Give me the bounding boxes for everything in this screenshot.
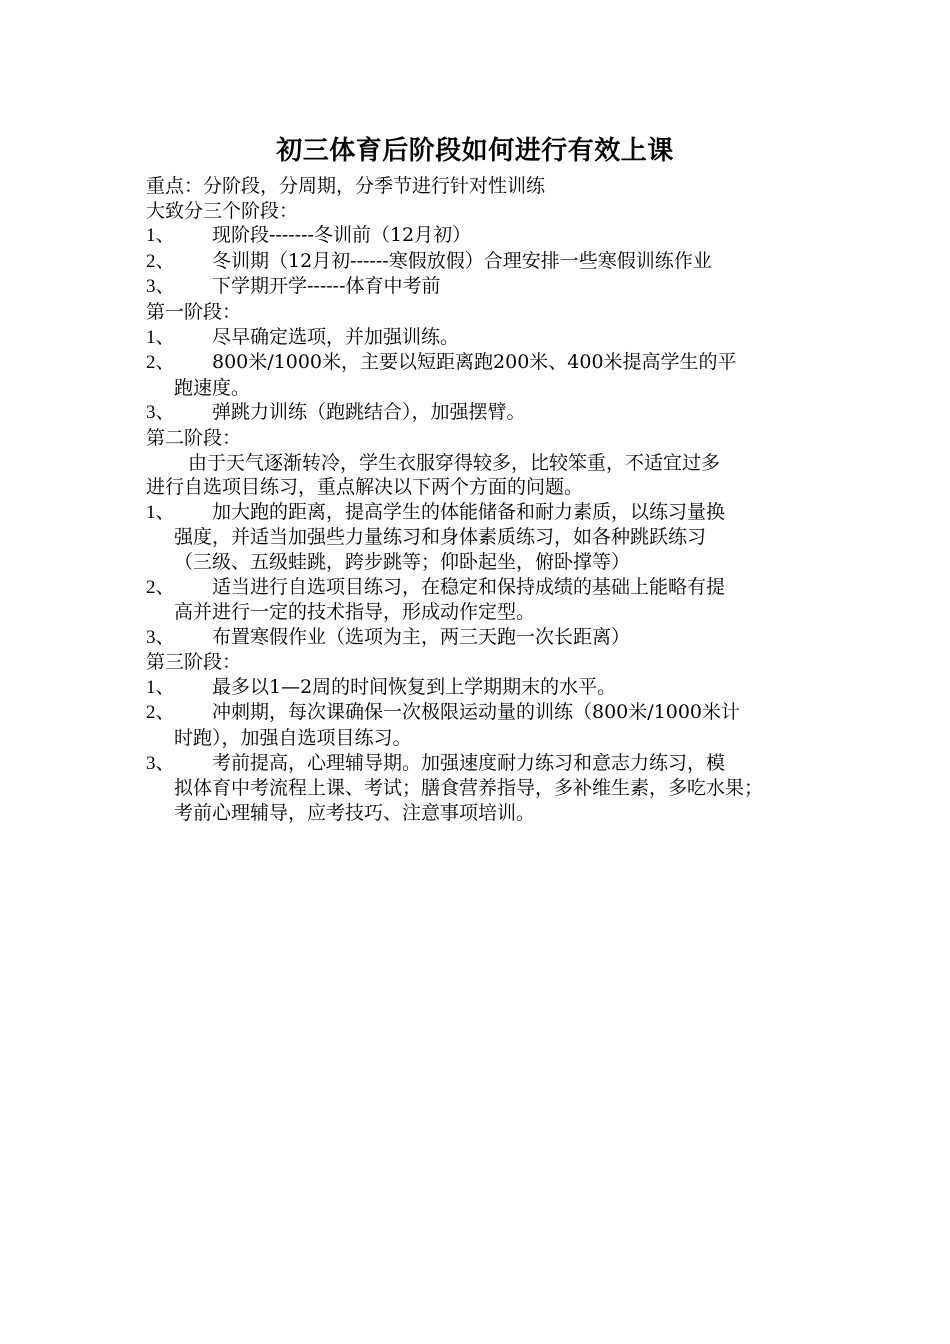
stage2-item xyxy=(146,500,826,575)
item-text-continued: （三级、五级蛙跳，跨步跳等；仰卧起坐，俯卧撑等） xyxy=(174,550,631,573)
item-number: 3、 xyxy=(146,626,175,648)
stage3-heading: 第三阶段： xyxy=(146,651,242,674)
item-number: 2、 xyxy=(146,702,175,724)
item-text: 现阶段-------冬训前（12月初） xyxy=(212,224,472,247)
item-text: 弹跳力训练（跑跳结合），加强摆臂。 xyxy=(212,401,526,424)
stage2-paragraph-continued: 进行自选项目练习，重点解决以下两个方面的问题。 xyxy=(146,476,584,499)
document-title: 初三体育后阶段如何进行有效上课 xyxy=(276,136,674,166)
item-number: 2、 xyxy=(146,250,175,272)
item-text: 冲刺期，每次课确保一次极限运动量的训练（800米/1000米计 xyxy=(212,701,741,724)
item-text: 加大跑的距离，提高学生的体能储备和耐力素质，以练习量换 xyxy=(212,500,726,523)
stage1-heading: 第一阶段： xyxy=(146,300,242,323)
stage3-item xyxy=(146,675,826,701)
overview-item xyxy=(146,223,826,249)
item-text: 冬训期（12月初------寒假放假）合理安排一些寒假训练作业 xyxy=(212,249,712,272)
item-number: 1、 xyxy=(146,326,175,348)
item-text: 尽早确定选项，并加强训练。 xyxy=(212,325,460,348)
item-text-continued: 高并进行一定的技术指导，形成动作定型。 xyxy=(174,601,536,624)
stage2-item xyxy=(146,575,826,625)
item-text-continued: 拟体育中考流程上课、考试；膳食营养指导，多补维生素，多吃水果； xyxy=(174,777,764,800)
stage2-item xyxy=(146,625,826,651)
item-number: 2、 xyxy=(146,352,175,374)
item-text: 适当进行自选项目练习，在稳定和保持成绩的基础上能略有提 xyxy=(212,575,726,598)
item-text: 考前提高，心理辅导期。加强速度耐力练习和意志力练习，模 xyxy=(212,751,726,774)
stage2-paragraph: 由于天气逐渐转冷，学生衣服穿得较多，比较笨重，不适宜过多 xyxy=(188,451,721,474)
stage1-item xyxy=(146,350,826,400)
overview-item xyxy=(146,249,826,275)
stage3-item xyxy=(146,751,826,826)
stage1-item xyxy=(146,400,826,426)
item-text: 下学期开学------体育中考前 xyxy=(212,275,441,298)
item-number: 1、 xyxy=(146,225,175,247)
item-text: 800米/1000米，主要以短距离跑200米、400米提高学生的平 xyxy=(212,351,737,374)
item-text: 布置寒假作业（选项为主，两三天跑一次长距离） xyxy=(212,625,631,648)
overview-item xyxy=(146,274,826,300)
overview-line: 大致分三个阶段： xyxy=(146,199,299,222)
stage3-item xyxy=(146,700,826,750)
item-number: 1、 xyxy=(146,676,175,698)
item-text-continued: 跑速度。 xyxy=(174,376,251,399)
item-number: 3、 xyxy=(146,752,175,774)
focus-line: 重点：分阶段，分周期，分季节进行针对性训练 xyxy=(146,175,546,197)
stage2-heading: 第二阶段： xyxy=(146,426,242,449)
item-text-continued: 考前心理辅导，应考技巧、注意事项培训。 xyxy=(174,801,536,824)
stage1-item xyxy=(146,325,826,351)
document-body xyxy=(146,174,826,825)
item-text: 最多以1—2周的时间恢复到上学期期末的水平。 xyxy=(212,675,617,698)
item-text-continued: 强度，并适当加强些力量练习和身体素质练习，如各种跳跃练习 xyxy=(174,526,707,549)
item-number: 1、 xyxy=(146,501,175,523)
item-text-continued: 时跑），加强自选项目练习。 xyxy=(174,727,412,750)
item-number: 2、 xyxy=(146,576,175,598)
item-number: 3、 xyxy=(146,276,175,298)
item-number: 3、 xyxy=(146,402,175,424)
